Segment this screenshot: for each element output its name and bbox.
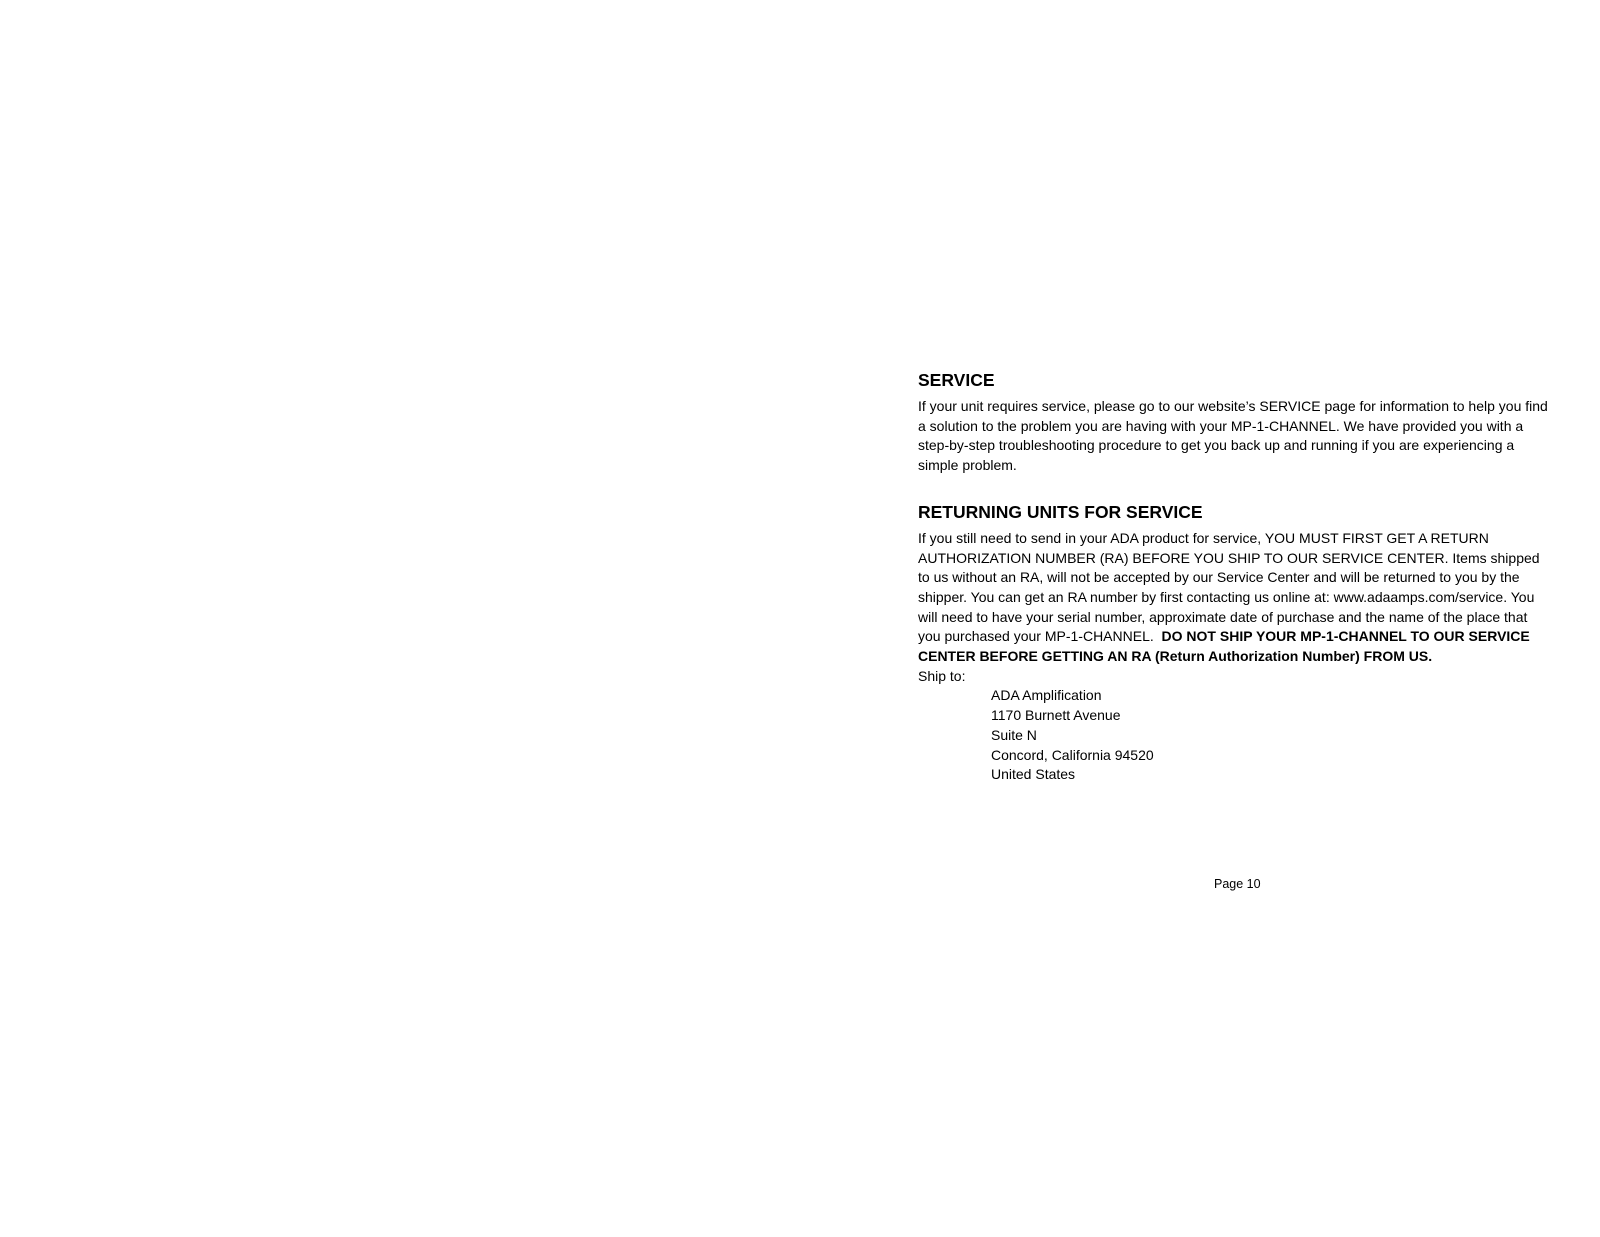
returning-units-body <box>918 529 1550 667</box>
address-line-city-state-zip: Concord, California 94520 <box>991 746 1154 763</box>
service-heading: SERVICE <box>918 370 995 390</box>
address-line-company: ADA Amplification <box>991 687 1102 704</box>
service-section <box>918 368 1550 476</box>
shipping-address <box>991 686 1550 785</box>
address-line-suite: Suite N <box>991 726 1037 743</box>
returning-units-body-text: If you still need to send in your ADA product for service, YOU MUST FIRST GET A RETURN AUTHORIZATION NUMBER (RA) BEFORE YOU SHIP TO OUR SERVICE CENTER. Items shipped to us without an RA, will not be accepted by our Service Center and will be returned to you by the shipper. You can get an RA number by first contacting us online at: www.adaamps.com/service. You will need to have your serial number, approximate date of purchase and the name of the place that you purchased your MP-1-CHANNEL. <box>918 529 1540 645</box>
page-content <box>918 368 1550 785</box>
address-line-country: United States <box>991 766 1076 783</box>
page-number: Page 10 <box>1214 877 1261 891</box>
returning-units-heading: RETURNING UNITS FOR SERVICE <box>918 501 1203 522</box>
ship-to-label: Ship to: <box>918 667 966 684</box>
do-not-ship-warning: DO NOT SHIP YOUR MP-1-CHANNEL TO OUR SERVICE CENTER BEFORE GETTING AN RA (Return Authorization Number) FROM US. <box>918 628 1530 665</box>
service-body-text: If your unit requires service, please go to our website’s SERVICE page for information to help you find a solution to the problem you are having with your MP-1-CHANNEL. We have provided you with a step-by-step troubleshooting procedure to get you back up and running if you are experiencing a simple problem. <box>918 398 1548 474</box>
address-line-street: 1170 Burnett Avenue <box>991 707 1121 724</box>
returning-units-section <box>918 500 1550 785</box>
